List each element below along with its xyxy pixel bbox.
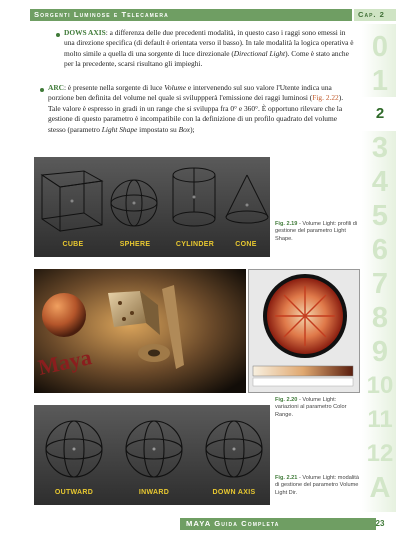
chapter-tab-0: 0 (371, 31, 389, 63)
shape-label-sphere: SPHERE (119, 241, 151, 248)
figure-color-range (248, 269, 360, 393)
caption-label: Fig. 2.21 (275, 475, 298, 481)
footer-book-title: MAYA Guida Completa (186, 519, 280, 528)
caption-label: Fig. 2.20 (275, 397, 298, 403)
figure-caption (275, 397, 359, 419)
chapter-tab-7: 7 (371, 268, 389, 300)
running-title: Sorgenti Luminose e Telecamera (34, 10, 169, 19)
term-dows-axis: DOWS AXIS (64, 28, 106, 37)
direction-label-outward: OUTWARD (54, 489, 94, 496)
figure-caption (275, 221, 359, 243)
chapter-tab-9: 9 (371, 336, 389, 368)
chapter-tab-4: 4 (371, 166, 389, 198)
bullet-text: ). Tale valore è espresso in gradi in un range che si sviluppa fra 0° e 360°. È opportuno rilevare che la gestione di questo parametro è incompatibile con la definizione di un profilo quadrato del volume stesso (parametro (48, 93, 344, 134)
chapter-tab-6: 6 (371, 234, 389, 266)
bullet-text: : è presente nella sorgente di luce (64, 83, 165, 92)
chapter-tab-A: A (369, 472, 391, 504)
direction-label-down-axis: DOWN AXIS (212, 489, 256, 496)
emphasis: Volume (164, 83, 186, 92)
figure-light-shapes (34, 157, 270, 257)
caption-label: Fig. 2.19 (275, 221, 298, 227)
bullet-text: impostato su (137, 124, 179, 134)
bullet-text: ); (190, 124, 195, 134)
figure-light-direction (34, 405, 270, 505)
figure-render (34, 269, 246, 393)
bullet-dows-axis (64, 28, 356, 70)
render-illustration (34, 269, 246, 393)
chapter-tab-11: 11 (367, 406, 393, 433)
chapter-tab-1: 1 (371, 65, 389, 97)
figure-reference-link[interactable]: Fig. 2.22 (312, 93, 339, 103)
chapter-tab-2: 2 (375, 105, 385, 122)
term-arc: ARC (48, 83, 65, 92)
shape-label-cube: CUBE (62, 241, 84, 248)
bullet-marker (56, 33, 60, 37)
shape-label-cone: CONE (235, 241, 257, 248)
chapter-tab-8: 8 (371, 302, 389, 334)
emphasis: Light Shape (101, 124, 138, 134)
bullet-arc (48, 83, 356, 135)
chapter-tab-10: 10 (366, 372, 394, 399)
chapter-label: Cap. 2 (358, 10, 385, 19)
page-header (0, 0, 400, 24)
bullet-marker (40, 88, 44, 92)
emphasis: Directional Light (233, 48, 286, 58)
bullet-text: ). Come è stato anche per la precedente, scarsi risultano gli impieghi. (64, 48, 349, 69)
direction-label-inward: INWARD (138, 489, 170, 496)
color-range-illustration (249, 270, 359, 392)
emphasis: Box (178, 124, 191, 134)
chapter-tab-12: 12 (366, 440, 394, 467)
chapter-tab-3: 3 (371, 132, 389, 164)
caption-text: - Volume Light: modalità di gestione del parametro Volume Light Dir. (275, 475, 359, 496)
chapter-tab-5: 5 (371, 200, 389, 232)
shape-label-cylinder: CYLINDER (175, 241, 215, 248)
bullet-text: : a differenza delle due precedenti modalità, in questo caso i raggi sono emessi in una direzione specifica (di default è orientata verso il basso). In tale modalità la logica operativa è molto simile a quella di una sorgente di luce direzionale ( (64, 28, 354, 58)
bullet-text: e intervenendo sul suo valore l'Utente indica una porzione ben definita del volume nel quale si sviluppperà l'emissione dei raggi luminosi ( (48, 83, 332, 103)
figure-caption (275, 475, 359, 497)
caption-text: - Volume Light: profili di gestione del parametro Light Shape. (275, 221, 358, 242)
page-number: 23 (375, 519, 385, 528)
maya-logo-text: Maya (35, 344, 94, 380)
caption-text: - Volume Light: variazioni al parametro Color Range. (275, 397, 347, 418)
